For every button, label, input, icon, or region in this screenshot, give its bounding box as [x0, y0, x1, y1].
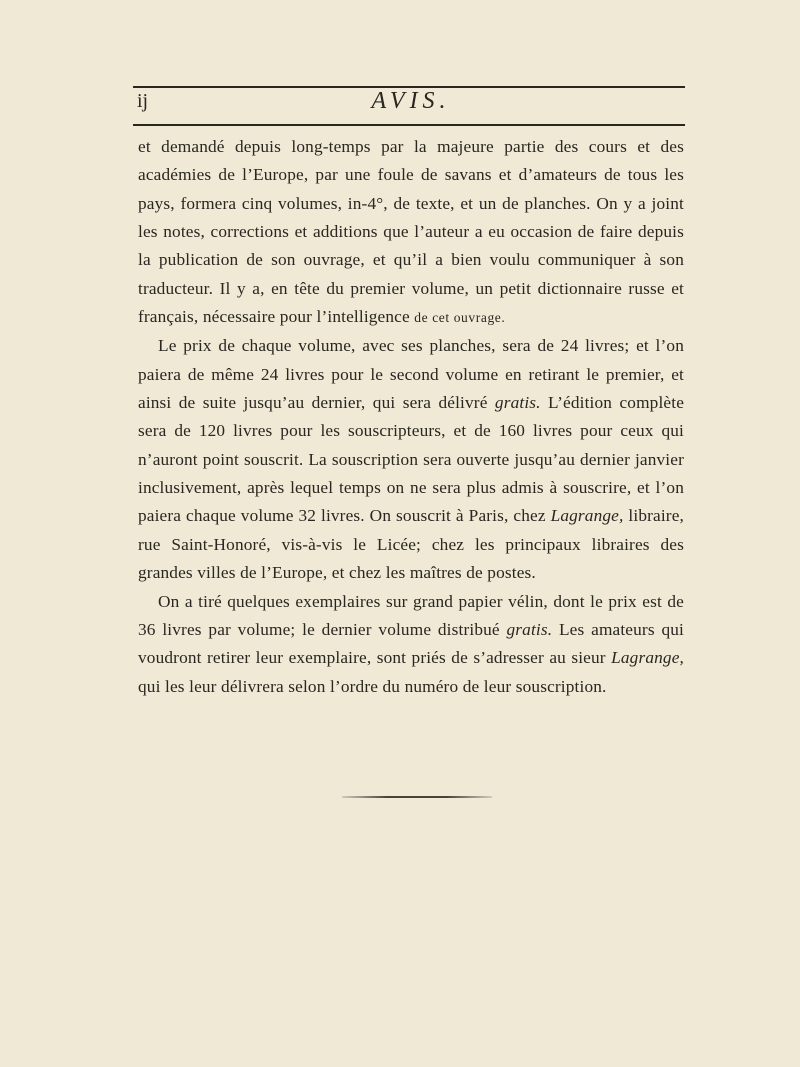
end-ornament-rule	[342, 796, 492, 798]
paragraph-2-text-1: Le prix de chaque volume, avec ses planches, sera de 24 livres; et l’on paiera de même 24 livres pour le second volume en retirant le premier, et ainsi de suite jusqu’au dernier, qui sera délivré	[138, 336, 684, 413]
paragraph-3-italic-2: Lagrange,	[611, 648, 684, 668]
paragraph-1-text-2: de cet ouvrage.	[414, 310, 506, 326]
header-bottom-rule	[133, 124, 685, 126]
page-header	[137, 88, 685, 118]
paragraph-3-text-1: On a tiré quelques exemplaires sur grand papier vélin, dont le prix est de 36 livres par volume; le dernier volume distribué	[138, 591, 684, 639]
paragraph-3-italic-1: gratis.	[506, 619, 553, 639]
paragraph-3-text-3: qui les leur délivrera selon l’ordre du numéro de leur souscription.	[138, 676, 607, 696]
paragraph-3-text-2: Les amateurs qui voudront retirer leur exemplaire, sont priés de s’adresser au sieur	[138, 619, 684, 668]
page-number: ij	[137, 90, 149, 112]
paragraph-2-text-3: libraire, rue Saint-Honoré, vis-à-vis le Licée; chez les principaux libraires des grandes villes de l’Europe, et chez les maîtres de postes.	[138, 506, 684, 583]
body-text	[138, 133, 684, 701]
paragraph-1	[138, 133, 684, 332]
paragraph-1-text-1: et demandé depuis long-temps par la majeure partie des cours et des académies de l’Europe, par une foule de savans et d’amateurs de tous les pays, formera cinq volumes, in-4°, de texte, et un de planches. On y a joint les notes, corrections et additions que l’auteur a eu occasion de faire depuis la publication de son ouvrage, et qu’il a bien voulu communiquer à son traducteur. Il y a, en tête du premier volume, un petit dictionnaire russe et français, nécessaire pour l’intelligence	[138, 137, 684, 327]
paragraph-2	[138, 332, 684, 587]
paragraph-2-italic-1: gratis.	[494, 393, 541, 413]
running-head: AVIS.	[371, 88, 451, 114]
paragraph-2-text-2: L’édition complète sera de 120 livres pour les souscripteurs, et de 160 livres pour ceux qui n’auront point souscrit. La souscription sera ouverte jusqu’au dernier janvier inclusivement, après lequel temps on ne sera plus admis à souscrire, et l’on paiera chaque volume 32 livres. On souscrit à Paris, chez	[138, 393, 685, 526]
paragraph-3	[138, 588, 684, 701]
paragraph-2-italic-2: Lagrange,	[550, 506, 624, 526]
